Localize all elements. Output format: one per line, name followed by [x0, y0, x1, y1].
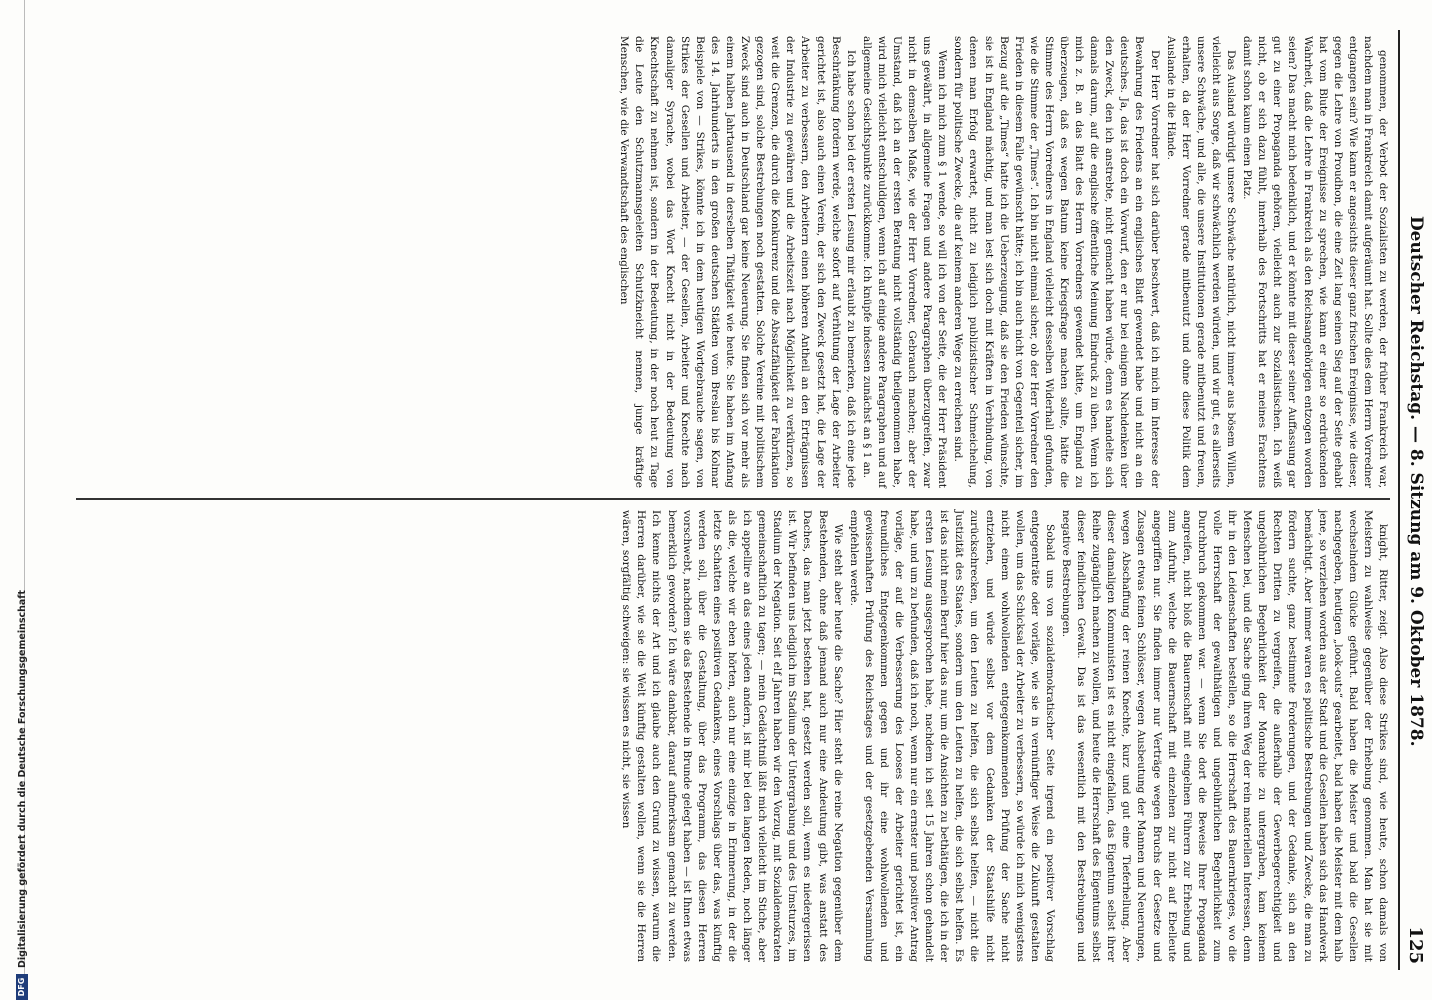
paragraph: Wie steht aber heute die Sache? Hier steht die reine Negation gegenüber dem Bestehenden, ohne daß jemand auch nur eine Andeutung gibt, was anstatt des Daches, das man jetzt bestehen hat, gesetzt werden soll, wenn es niedergerissen ist. Wir befinden uns lediglich im Stadium der Untergrabung und des Umsturzes, im Stadium der Negation. Seit elf Jahren haben wir den Vorzug, mit Sozialdemokraten gemeinschaftlich zu tagen; — mein Gedächtniß läßt mich vielleicht im Stiche, aber ich appellire an das eines jeden andern, ist mir bei den langen Reden, noch länger als die, welche wir eben hörten, auch nur eine einzige in Erinnerung, in der die letzte Schatten eines positiven Gedankens, eines Vorschlags über das, was künftig werden soll, über die Gestaltung, über das Programm, das diesen Herren vorschwebt, nachdem sie das Bestehende in Brunde gelegt haben — ist Ihnen etwas bemerklich geworden? Ich wäre dankbar, darauf aufmerksam gemacht zu werden. Ich kenne nichts der Art und ich glaube auch den Grund zu wissen, warum die Herren darüber, wie sie die Welt künftig gestalten wollen, wenn sie die Herren wären, sorgfältig schweigen: sie wissen es nicht, sie wissen — [620, 510, 844, 962]
rotated-document — [72, 30, 1432, 970]
paragraph: Der Herr Vorredner hat sich darüber beschwert, daß ich mich im Interesse der Bewahrung des Friedens an ein englisches Blatt gewendet habe und nicht an ein deutsches. Ja, das ist doch ein Vorwurf, den er nur bei einigem Nachdenken über den Zweck, den ich anstrebte, nicht gemacht haben würde, denn es handelte sich damals darum, auf die englische öffentliche Meinung Eindruck zu üben. Wenn ich mich z. B. an das Blatt des Herrn Vorredners gewendet hätte, um England zu überzeugen, daß es wegen Batum keine Kriegsfrage machen sollte, hätte die Stimme des Herrn Vorredners in England vielleicht desselben Widerhall gefunden, wie die Stimme der „Times“. Ich bin nicht einmal sicher, ob der Herr Vorredner den Frieden in diesem Falle gewünscht hätte; ich bin auch nicht von Gegenteil sicher, im Bezug auf die „Times“ hatte ich die Ueberzeugung, daß sie den Frieden wünschte, sie ist in England mächtig, und man lest sich doch mit Kräften in Verbindung, von denen man Erfolg erwartet, nicht zu lediglich publizistischer Schmeichelung, sondern für politische Zwecke, die auf keinem anderen Wege zu erreichen sind. — [952, 36, 1161, 488]
column-divider — [76, 498, 1390, 500]
paragraph: Sobald uns von sozialdemokratischer Seite irgend ein positiver Vorschlag entgegenträte oder vorläge, wie sie in vernünftiger Weise die Zukunft gestalten wollen, um das Schicksal der Arbeiter zu verbessern, so würde ich mich wenigstens nicht einem wohlwollenden entgegenkommenden Prüfung der Sache nicht entziehen, und würde selbst vor dem Gedanken der Staatshilfe nicht zurückschrecken, um den Leuten zu helfen, die sich selbst helfen, — nicht die Justizität des Staates, sondern um den Leuten zu helfen, die sich selbst helfen. Es ist das nicht mein Beruf hier das nur, um die Ansichten zu bethätigen, die ich in der ersten Lesung ausgesprochen habe, nachdem ich seit 15 Jahren schon gehandelt habe, und um zu befunden, daß ich noch, wenn nur ein ernster und positiver Antrag vorläge, der auf die Verbesserung des Looses der Arbeiter gerichtet ist, ein freundliches Entgegenkommen gegen und ihr eine wohlwollenden und gewissenhaften Prüfung des Reichstages und der gesetzgebenden Versammlung empfehlen werde. — [847, 510, 1056, 962]
paragraph: genommen, der Verbot der Sozialisten zu werden, der früher Frankreich war, nachdem man in Frankreich damit aufgeräumt hat. Sollte dies dem Herrn Vorredner entgangen sein? Wie kann er angesichts dieser ganz frischen Ereignisse, wie dieser, gegen die Lehre von Proudhon, die eine Zeit lang seinen Sieg auf der Seite gehabt hat vom Blute der Ereignisse zu sprechen, wie kann er einer so erdrückenden Wahrheit, daß die Lehre in Frankreich als den Reichsangehörigen entzogen worden seien? Das macht mich bedenklich, und er könnte mit dieser seiner Auffassung gar gut zu einer Propaganda gehören, vielleicht auch zur Sozialistischen. Ich weiß nicht, ob er sich dazu fühlt, innerhalb des Fortschritts hat er meines Erachtens damit schon kaum einen Platz. — [1241, 36, 1389, 488]
column-left — [72, 30, 1394, 494]
text-columns — [72, 30, 1394, 970]
digitization-credit-text-wrap — [16, 550, 28, 1000]
digitization-credit-text: Digitalisierung gefördert durch die Deutsche Forschungsgemeinschaft — [16, 590, 28, 968]
dfg-logo-icon: DFG — [16, 974, 28, 1000]
page-number: 125 — [1405, 926, 1427, 964]
running-header — [1398, 30, 1432, 970]
paragraph: Ich habe schon bei der ersten Lesung mir erlaubt zu bemerken, daß ich eine jede Beschränkung fordern werde, welche sofort auf Verhütung der Lage der Arbeiter gerichtet ist, also auch einen Verein, der sich den Zweck gesetzt hat, die Lage der Arbeiter zu verbessern, den Arbeitern einen höheren Antheil an den Erträgnissen der Industrie zu gewähren und die Arbeitszeit nach Möglichkeit zu verkürzen, so weit die Grenzen, die durch die Konkurrenz und die Absatzfähigkeit der Fabrikation gezogen sind, solche Bestrebungen noch gestatten. Solche Vereine mit politischem Zweck sind auch in Deutschland gar keine Neuerung. Sie finden sich vor mehr als einem halben Jahrtausend in derselben Thätigkeit wie heute. Sie haben im Anfang des 14. Jahrhunderts in den großen deutschen Städten vom Breslau bis Kolmar Beispiele von — Strikes, könnte ich in dem heutigen Wortgebrauche sagen, von Strikes der Gesellen und Arbeiter, — der Gesellen, Arbeiter und Knechte nach damaliger Syrache, wobei das Wort Knecht nicht in der Bedeutung von Knechtschaft zu nehmen ist, sondern in der Bedeutung, in der noch heut zu Tage die Leute den Schutzmannsgeleiten Schutzkneicht nennen, junge kräftige Menschen, wie die Verwandtschaft des englischen — [618, 36, 857, 488]
column-right — [72, 504, 1394, 968]
header-title: Deutscher Reichstag. — 8. Sitzung am 9. Oktober 1878. — [1406, 215, 1426, 747]
paragraph: knight, Ritter, zeigt. Also diese Strikes sind, wie heute, schon damals von Meistern zu wahlweise gegenüber der Erhebung genommen. Man hat sie mit wechselndem Glücke geführt. Bald haben die Meister und bald die Gesellen nachgegeben, heutigen „look-outs“ gearbeitet, bald haben die Meister mit dem halb jene, so verziehen worden aus der Stadt und die Gesellen haben sich das Handwerk bemächtigt. Aber immer waren es politische Bestrebungen und Zwecke, die man zu fördern suchte, ganz bestimmte Forderungen, und der Gedanke, sich an den Rechten Dritten zu vergreifen, die außerhalb der Gewerbegerechtigkeit und ungebührlichen Begehrlichkeit der Monarchie zu untergraben, kam keinem Menschen bei, und die Sache ging ihren Weg der rein materiellen Interessen, denn ihr in den Leidenschaften bestellen, so die Herrschaft des Bauernkrieges, wo die volle Herrschaft der gewalthätigen und ungebührlichen Begehrlichkeit zum Durchbruch gekommen war. — wenn Sie dort die Beweise Ihrer Propaganda angreifen, nicht bloß die Bauernschaft mit eingelnen Führern zur Erhebung und zum Aufruhr, welche die Bauernschaft mit einzelnen zur nicht auf Ebelleute angegriffen nur. Sie finden immer nur Verträge wegen Bruchs der Gesetze und Zusagen etwas feinen Schlösser, wegen Ausbeutung der Mannen und Neuerungen, wegen Abschaffung der reinen Knechte, kurz und gut eine Tieferhellung. Aber dieser damaligen Kommunisten ist es nicht eingefallen, das Eigentum selbst ihrer Reihe zugänglich machen zu wollen, und heute die Herrschaft des Eigentums selbst dieser feindlichen Gewalt. Das ist das wesentlich mit den Bestrebungen und negative Bestrebungen. — [1060, 510, 1389, 962]
paragraph: Wenn ich mich zum § 1 wende, so will ich von der Seite, die der Herr Präsident uns gewährt, in allgemeine Fragen und andere Paragraphen überzugreifen, zwar nicht in demselben Maße, wie der Herr Vorredner, Gebrauch machen; aber der Umstand, daß ich an der ersten Beratung nicht vollständig theilgenommen habe, wird mich vielleicht entschuldigen, wenn ich auf einige andere Paragraphen und auf allgemeine Gesichtspunkte zurückkomme. Ich knüpfe indessen zunächst an § 1 an. — [860, 36, 949, 488]
paragraph: Das Ausland würdigt unsere Schwäche natürlich, nicht immer aus bösem Willen, vielleicht aus Sorge, daß wir schwächlich werden würden, und wir gut, es allerseits unsere Schwäche, und alle, die unsere Institutionen gerade mitbenutzt und freuen, erhalten, da der Herr Vorredner gerade mitbenutzt und ohne diese Politik dem Auslande in die Hände. — [1164, 36, 1238, 488]
digitization-credit — [0, 545, 28, 997]
